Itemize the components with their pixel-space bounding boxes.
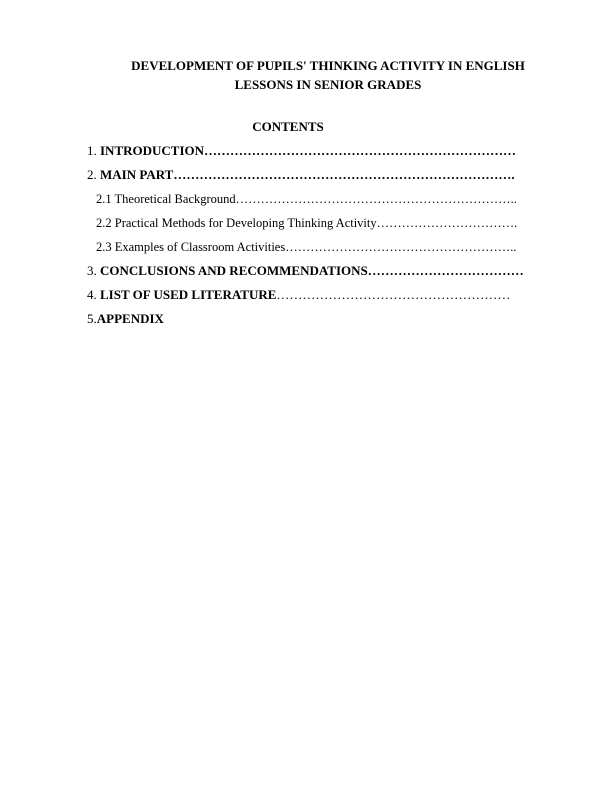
- document-title: [80, 56, 576, 94]
- title-line-2: LESSONS IN SENIOR GRADES: [234, 77, 422, 92]
- table-of-contents: [87, 142, 577, 334]
- toc-label: CONCLUSIONS AND RECOMMENDATIONS: [100, 263, 368, 278]
- toc-leader: …………………………………………………………………….: [173, 167, 515, 182]
- toc-entry-theoretical-background: [87, 190, 577, 214]
- toc-number: 1.: [87, 143, 100, 158]
- toc-label: INTRODUCTION: [100, 143, 205, 158]
- toc-entry-conclusions: [87, 262, 577, 286]
- toc-entry-literature: [87, 286, 577, 310]
- toc-label: APPENDIX: [96, 311, 164, 326]
- toc-number: 2.: [87, 167, 100, 182]
- contents-heading: CONTENTS: [252, 119, 324, 134]
- toc-entry-main-part: [87, 166, 577, 190]
- toc-leader: ………………………………………………………………: [204, 143, 517, 158]
- toc-label: 2.2 Practical Methods for Developing Thinking Activity: [96, 216, 377, 230]
- toc-leader: ………………………………………………..: [285, 240, 517, 254]
- toc-leader: …………………………….: [376, 216, 518, 230]
- toc-number: 5.: [87, 311, 97, 326]
- toc-label: MAIN PART: [100, 167, 174, 182]
- toc-label: 2.1 Theoretical Background: [96, 192, 236, 206]
- title-line-1: DEVELOPMENT OF PUPILS' THINKING ACTIVITY IN ENGLISH: [131, 58, 525, 73]
- toc-entry-appendix: [87, 310, 577, 334]
- toc-entry-introduction: [87, 142, 577, 166]
- toc-entry-practical-methods: [87, 214, 577, 238]
- toc-label: LIST OF USED LITERATURE: [100, 287, 277, 302]
- toc-leader: …………………………………………………………..: [235, 192, 517, 206]
- toc-entry-classroom-activities: [87, 238, 577, 262]
- toc-leader: ………………………………: [367, 263, 524, 278]
- toc-label: 2.3 Examples of Classroom Activities: [96, 240, 286, 254]
- toc-leader: ………………………………………………: [276, 287, 511, 302]
- toc-number: 4.: [87, 287, 100, 302]
- toc-number: 3.: [87, 263, 100, 278]
